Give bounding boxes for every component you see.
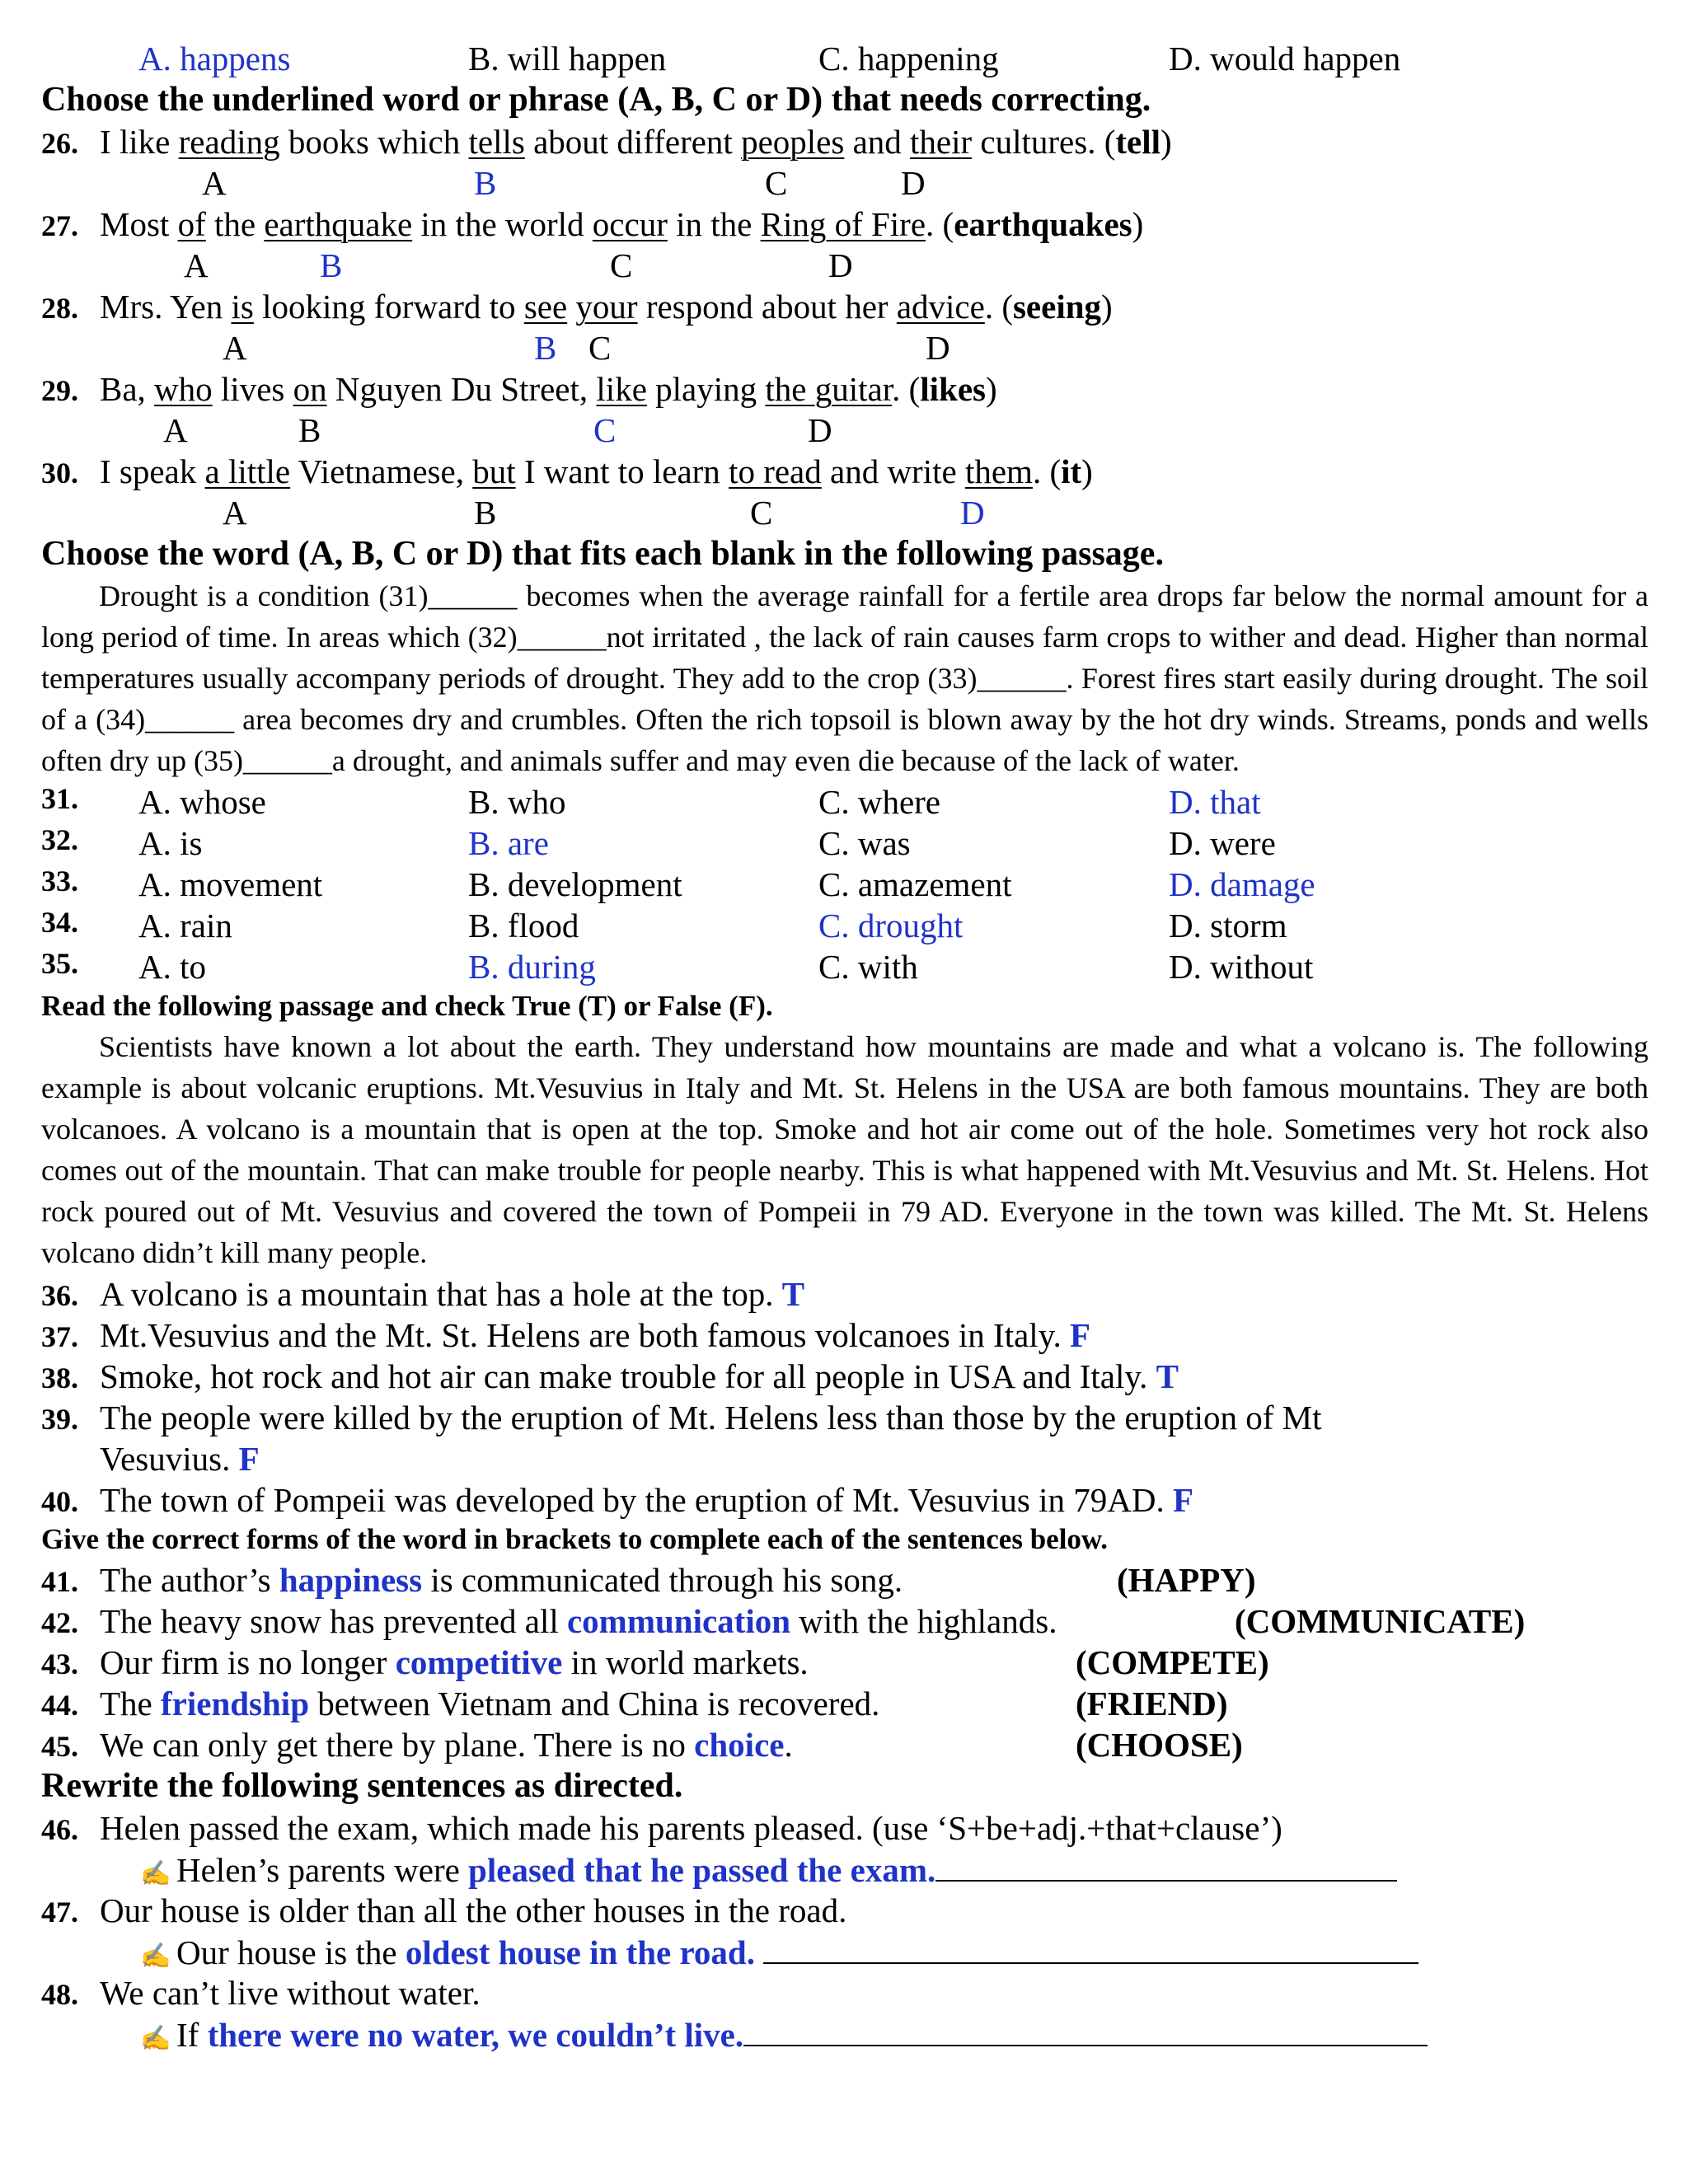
- option-c: C. happening: [818, 40, 999, 77]
- answer-line: [763, 1931, 1418, 1964]
- question-26: 26. I like reading books which tells about different peoples and their cultures. (tell): [41, 123, 1172, 162]
- answer-line: [935, 1849, 1397, 1882]
- letters-28: A B C D: [223, 329, 950, 368]
- pencil-icon: ✍: [140, 1943, 171, 1971]
- question-27: 27. Most of the earthquake in the world occur in the Ring of Fire. (earthquakes): [41, 205, 1144, 244]
- correction: it: [1061, 452, 1082, 491]
- question-35: 35. A. to B. during C. with D. without: [41, 947, 1314, 987]
- section-heading-word-forms: Give the correct forms of the word in brackets to complete each of the sentences below.: [41, 1523, 1109, 1556]
- question-43: 43. Our firm is no longer competitive in world markets. (COMPETE): [41, 1643, 1269, 1681]
- section-heading-passage: Choose the word (A, B, C or D) that fits each blank in the following passage.: [41, 535, 1164, 574]
- question-39-cont: Vesuvius. F: [100, 1440, 260, 1479]
- option-d: D. would happen: [1169, 40, 1401, 77]
- section-heading-correct: Choose the underlined word or phrase (A, B, C or D) that needs correcting.: [41, 81, 1151, 119]
- volcano-passage: Scientists have known a lot about the earth. They understand how mountains are made and what a volcano is. The following example is about volcanic eruptions. Mt.Vesuvius in Italy and Mt. St. Helens in the USA are both famous mountains. They are both volcanoes. A volcano is a mountain that is open at the top. Smoke and hot air come out of the hole. Sometimes very hot rock also comes out of the mountain. That can make trouble for people nearby. This is what happened with Mt.Vesuvius and Mt. St. Helens. Hot rock poured out of Mt. Vesuvius and covered the town of Pompeii in 79 AD. Everyone in the town was killed. The Mt. St. Helens volcano didn’t kill many people.: [41, 1030, 1648, 1270]
- drought-passage: Drought is a condition (31)______ becomes when the average rainfall for a fertile area drops far below the normal amount for a long period of time. In areas which (32)______not irritated , the lack of rain causes farm crops to wither and dead. Higher than normal temperatures usually accompany periods of drought. They add to the crop (33)______. Forest fires start easily during drought. The soil of a (34)______ area becomes dry and crumbles. Often the rich topsoil is blown away by the hot dry winds. Streams, ponds and wells often dry up (35)______a drought, and animals suffer and may even die because of the lack of water.: [41, 579, 1648, 778]
- question-37: 37. Mt.Vesuvius and the Mt. St. Helens are both famous volcanoes in Italy. F: [41, 1316, 1091, 1355]
- option-a: A. happens: [138, 40, 291, 77]
- question-44: 44. The friendship between Vietnam and China is recovered. (FRIEND): [41, 1684, 1228, 1722]
- answer-48: ✍ If there were no water, we couldn’t live.: [41, 2013, 1648, 2055]
- question-40: 40. The town of Pompeii was developed by the eruption of Mt. Vesuvius in 79AD. F: [41, 1481, 1194, 1520]
- pencil-icon: ✍: [140, 2025, 171, 2053]
- answer-46: ✍ Helen’s parents were pleased that he passed the exam.: [41, 1849, 1648, 1890]
- question-32: 32. A. is B. are C. was D. were: [41, 823, 1276, 863]
- answer-line: [743, 2013, 1428, 2046]
- correction: likes: [920, 370, 986, 409]
- worksheet-page: [41, 38, 1648, 2055]
- section-heading-rewrite: Rewrite the following sentences as directed.: [41, 1766, 683, 1805]
- correction: seeing: [1012, 288, 1102, 326]
- letters-30: A B C D: [223, 494, 985, 532]
- question-48: 48. We can’t live without water.: [41, 1974, 481, 2013]
- option-b: B. will happen: [468, 40, 667, 77]
- question-30: 30. I speak a little Vietnamese, but I want to learn to read and write them. (it): [41, 452, 1093, 491]
- question-39: 39. The people were killed by the eruption of Mt. Helens less than those by the eruption of Mt: [41, 1399, 1322, 1437]
- correction: tell: [1115, 123, 1161, 162]
- question-31: 31. A. whose B. who C. where D. that: [41, 782, 1261, 822]
- answer-47: ✍ Our house is the oldest house in the road.: [41, 1931, 1648, 1972]
- letters-26: A B C D: [202, 164, 926, 203]
- question-46: 46. Helen passed the exam, which made his parents pleased. (use ‘S+be+adj.+that+clause’): [41, 1809, 1282, 1848]
- prev-question-options: [41, 38, 1648, 79]
- correction: earthquakes: [954, 205, 1132, 244]
- question-42: 42. The heavy snow has prevented all communication with the highlands. (COMMUNICATE): [41, 1601, 1526, 1640]
- letters-29: A B C D: [163, 411, 832, 450]
- question-29: 29. Ba, who lives on Nguyen Du Street, like playing the guitar. (likes): [41, 370, 997, 409]
- question-47: 47. Our house is older than all the other houses in the road.: [41, 1891, 847, 1930]
- pencil-icon: ✍: [140, 1860, 171, 1888]
- question-41: 41. The author’s happiness is communicated through his song. (HAPPY): [41, 1560, 1256, 1599]
- letters-27: A B C D: [184, 246, 853, 285]
- question-36: 36. A volcano is a mountain that has a hole at the top. T: [41, 1275, 805, 1314]
- question-38: 38. Smoke, hot rock and hot air can make trouble for all people in USA and Italy. T: [41, 1357, 1179, 1396]
- question-45: 45. We can only get there by plane. There is no choice. (CHOOSE): [41, 1725, 1243, 1764]
- section-heading-tf: Read the following passage and check True (T) or False (F).: [41, 990, 773, 1023]
- question-28: 28. Mrs. Yen is looking forward to see your respond about her advice. (seeing): [41, 288, 1113, 326]
- question-34: 34. A. rain B. flood C. drought D. storm: [41, 906, 1287, 945]
- question-33: 33. A. movement B. development C. amazement D. damage: [41, 865, 1315, 904]
